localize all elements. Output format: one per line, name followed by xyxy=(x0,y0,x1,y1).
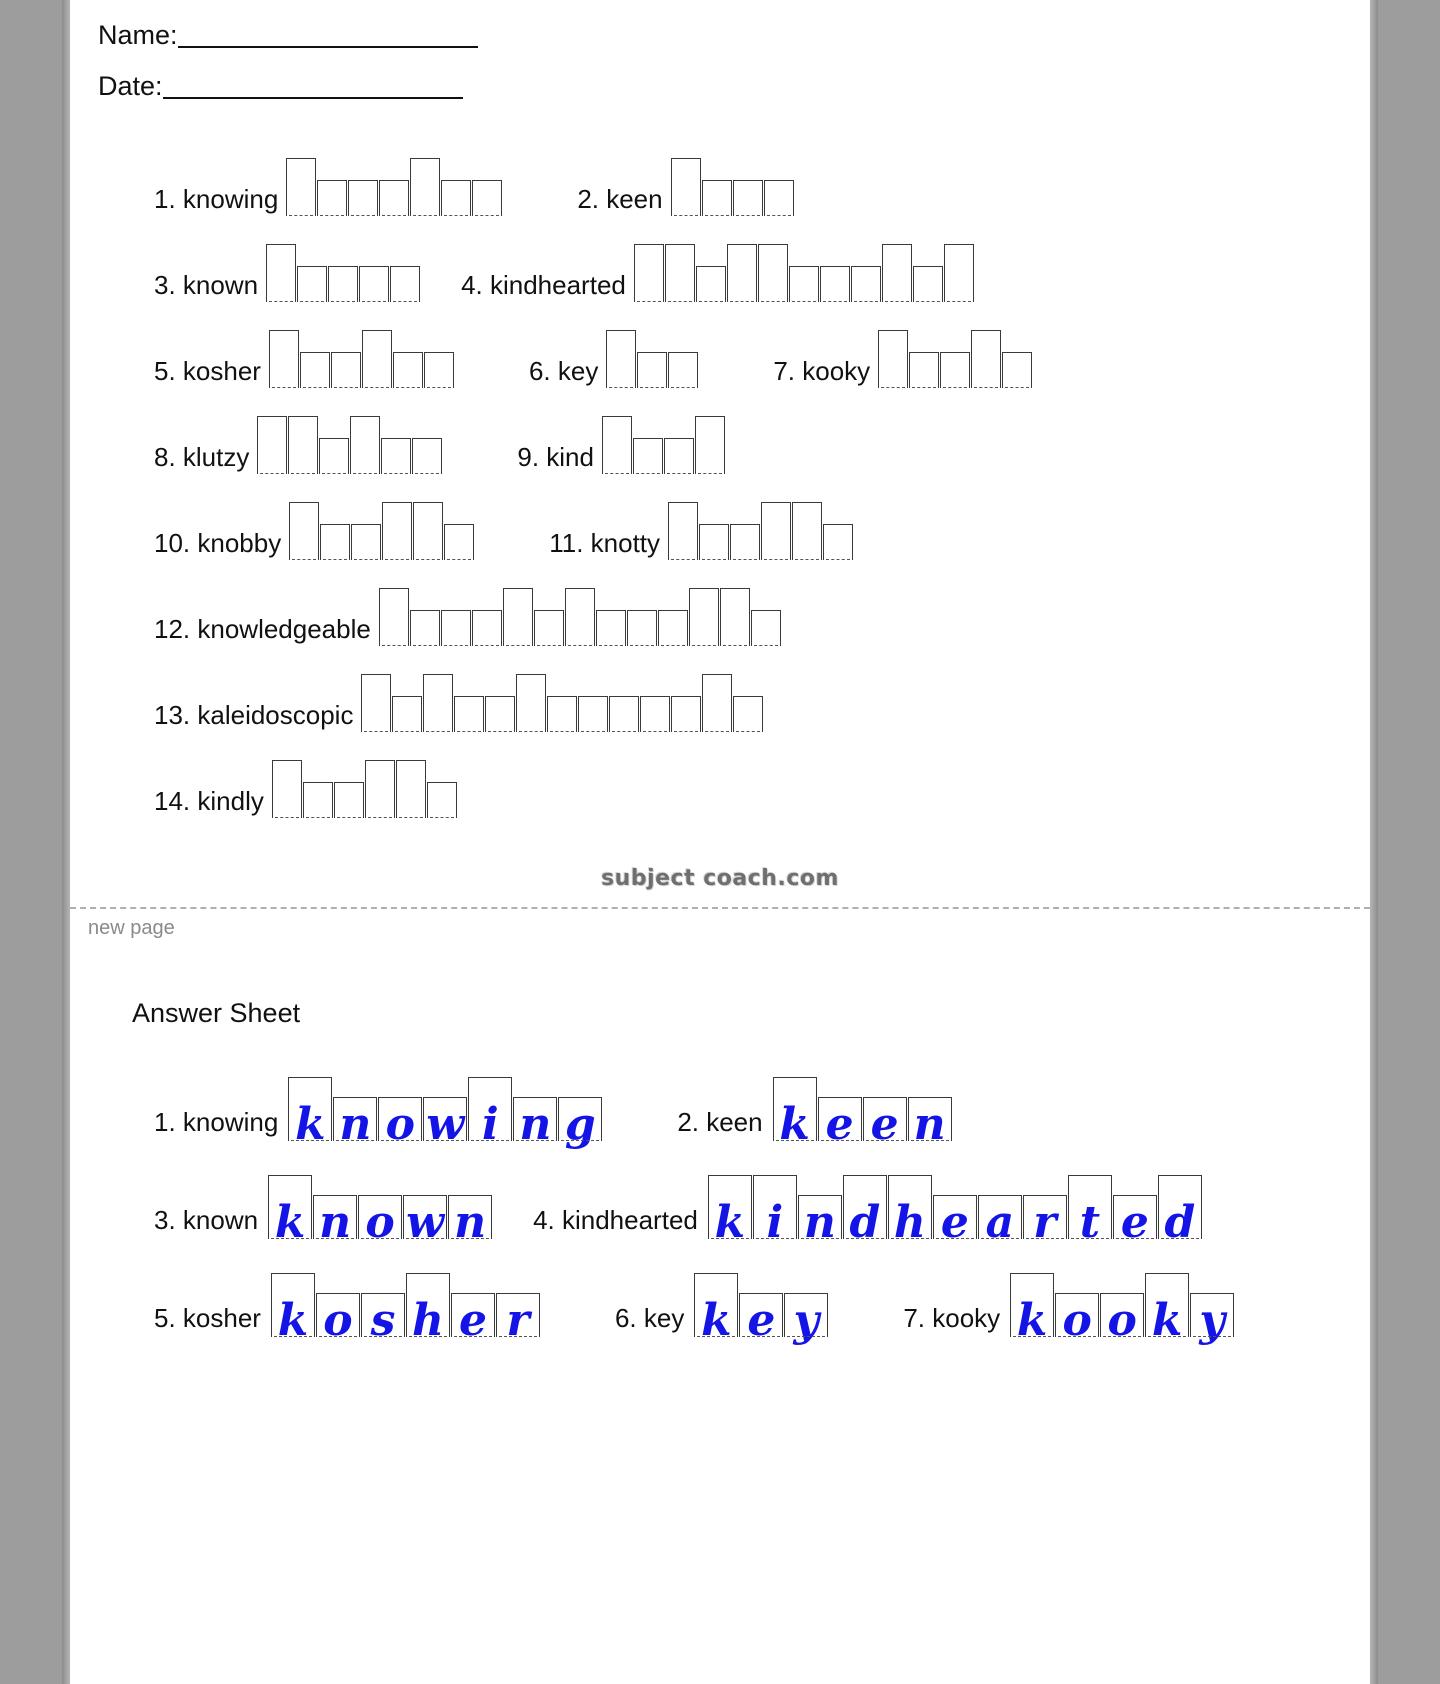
letter-box[interactable] xyxy=(441,610,471,646)
letter-box[interactable] xyxy=(412,438,442,474)
letter-box[interactable] xyxy=(668,502,698,560)
question-4-answer-boxes[interactable] xyxy=(634,244,975,302)
letter-box[interactable] xyxy=(257,416,287,474)
answer-letter: k xyxy=(708,1175,752,1239)
letter-box[interactable] xyxy=(365,760,395,818)
answer-letter: d xyxy=(843,1175,887,1239)
answer-sheet xyxy=(70,1029,1370,1346)
letter-box[interactable] xyxy=(971,330,1001,388)
page-shadow-right xyxy=(1370,0,1378,1684)
letter-box[interactable] xyxy=(289,502,319,560)
answer-2-letters xyxy=(773,1077,953,1150)
answer-letter: k xyxy=(271,1273,315,1337)
letter-box[interactable] xyxy=(503,588,533,646)
question-10 xyxy=(154,502,475,560)
letter-box[interactable] xyxy=(792,502,822,560)
answer-letter: n xyxy=(313,1195,357,1239)
letter-box[interactable] xyxy=(319,438,349,474)
letter-box[interactable] xyxy=(665,244,695,302)
answer-letter: o xyxy=(378,1097,422,1141)
question-10-answer-boxes[interactable] xyxy=(289,502,475,560)
answer-5-letters xyxy=(271,1273,541,1346)
letter-box[interactable] xyxy=(382,502,412,560)
letter-box[interactable] xyxy=(820,266,850,302)
letter-box[interactable] xyxy=(331,352,361,388)
letter-box[interactable] xyxy=(758,244,788,302)
letter-box[interactable] xyxy=(379,180,409,216)
letter-box[interactable] xyxy=(695,416,725,474)
letter-box[interactable] xyxy=(764,180,794,216)
answer-letter: i xyxy=(753,1175,797,1239)
letter-box[interactable] xyxy=(1002,352,1032,388)
answer-1-label: 1. knowing xyxy=(154,1107,279,1137)
answer-letter: g xyxy=(558,1097,602,1141)
answer-letter: w xyxy=(403,1195,447,1239)
question-1 xyxy=(154,158,503,216)
letter-box[interactable] xyxy=(410,158,440,216)
answer-letter: k xyxy=(288,1077,332,1141)
answer-letter: k xyxy=(1010,1273,1054,1337)
answer-letter: k xyxy=(1145,1273,1189,1337)
answer-letter: r xyxy=(1023,1195,1067,1239)
answer-letter: k xyxy=(773,1077,817,1141)
answer-2-label: 2. keen xyxy=(677,1107,763,1137)
letter-box[interactable] xyxy=(334,782,364,818)
question-4 xyxy=(461,244,975,302)
letter-box[interactable] xyxy=(444,524,474,560)
question-6-label: 6. key xyxy=(528,356,599,386)
letter-box[interactable] xyxy=(664,438,694,474)
letter-box[interactable] xyxy=(361,674,391,732)
answer-letter: e xyxy=(739,1293,783,1337)
answer-row xyxy=(70,1175,1370,1248)
question-14 xyxy=(154,760,458,818)
letter-box[interactable] xyxy=(702,180,732,216)
letter-box[interactable] xyxy=(658,610,688,646)
question-row xyxy=(70,760,1370,818)
name-input-line[interactable] xyxy=(178,20,478,48)
question-10-label: 10. knobby xyxy=(154,528,282,558)
answer-letter: w xyxy=(423,1097,467,1141)
answer-letter: d xyxy=(1158,1175,1202,1239)
question-2 xyxy=(577,158,794,216)
letter-box[interactable] xyxy=(516,674,546,732)
letter-box[interactable] xyxy=(720,588,750,646)
question-8 xyxy=(154,416,443,474)
answer-5-label: 5. kosher xyxy=(154,1303,261,1333)
date-field-row xyxy=(98,71,1370,102)
letter-box[interactable] xyxy=(303,782,333,818)
answer-3 xyxy=(154,1175,493,1248)
answer-4 xyxy=(533,1175,1203,1248)
letter-box[interactable] xyxy=(485,696,515,732)
answer-letter: i xyxy=(468,1077,512,1141)
question-11 xyxy=(549,502,854,560)
question-4-label: 4. kindhearted xyxy=(461,270,626,300)
answer-letter: e xyxy=(451,1293,495,1337)
answer-letter: n xyxy=(908,1097,952,1141)
answer-sheet-title: Answer Sheet xyxy=(132,998,301,1028)
question-5-label: 5. kosher xyxy=(154,356,261,386)
letter-box[interactable] xyxy=(286,158,316,216)
worksheet-questions xyxy=(70,122,1370,818)
letter-box[interactable] xyxy=(328,266,358,302)
answer-letter: o xyxy=(316,1293,360,1337)
letter-box[interactable] xyxy=(789,266,819,302)
letter-box[interactable] xyxy=(379,588,409,646)
letter-box[interactable] xyxy=(348,180,378,216)
worksheet-page xyxy=(70,0,1370,1684)
question-13-label: 13. kaleidoscopic xyxy=(154,700,354,730)
letter-box[interactable] xyxy=(424,352,454,388)
letter-box[interactable] xyxy=(627,610,657,646)
question-row xyxy=(70,330,1370,388)
letter-box[interactable] xyxy=(320,524,350,560)
letter-box[interactable] xyxy=(351,524,381,560)
question-7-label: 7. kooky xyxy=(773,356,871,386)
answer-5 xyxy=(154,1273,541,1346)
answer-3-letters xyxy=(268,1175,493,1248)
answer-letter: h xyxy=(888,1175,932,1239)
answer-7-label: 7. kooky xyxy=(903,1303,1001,1333)
letter-box[interactable] xyxy=(427,782,457,818)
name-field-row xyxy=(98,20,1370,51)
letter-box[interactable] xyxy=(633,438,663,474)
answer-6 xyxy=(614,1273,829,1346)
answer-1 xyxy=(154,1077,603,1150)
question-7 xyxy=(773,330,1033,388)
answer-letter: h xyxy=(406,1273,450,1337)
letter-box[interactable] xyxy=(266,244,296,302)
letter-box[interactable] xyxy=(472,180,502,216)
question-5 xyxy=(154,330,455,388)
answer-letter: o xyxy=(358,1195,402,1239)
question-3 xyxy=(154,244,421,302)
letter-box[interactable] xyxy=(390,266,420,302)
answer-row xyxy=(70,1077,1370,1150)
question-row xyxy=(70,158,1370,216)
letter-box[interactable] xyxy=(699,524,729,560)
letter-box[interactable] xyxy=(751,610,781,646)
header-fields xyxy=(70,0,1370,102)
letter-box[interactable] xyxy=(733,696,763,732)
question-14-answer-boxes[interactable] xyxy=(272,760,458,818)
letter-box[interactable] xyxy=(913,266,943,302)
question-9 xyxy=(517,416,726,474)
letter-box[interactable] xyxy=(392,696,422,732)
answer-letter: a xyxy=(978,1195,1022,1239)
question-1-label: 1. knowing xyxy=(154,184,279,214)
answer-4-letters xyxy=(708,1175,1203,1248)
answer-7-letters xyxy=(1010,1273,1235,1346)
letter-box[interactable] xyxy=(441,180,471,216)
answer-row xyxy=(70,1273,1370,1346)
question-12-answer-boxes[interactable] xyxy=(379,588,782,646)
letter-box[interactable] xyxy=(413,502,443,560)
letter-box[interactable] xyxy=(272,760,302,818)
site-brand: subject coach.com xyxy=(601,866,839,891)
letter-box[interactable] xyxy=(609,696,639,732)
letter-box[interactable] xyxy=(350,416,380,474)
question-row xyxy=(70,416,1370,474)
letter-box[interactable] xyxy=(534,610,564,646)
letter-box[interactable] xyxy=(362,330,392,388)
letter-box[interactable] xyxy=(565,588,595,646)
letter-box[interactable] xyxy=(940,352,970,388)
name-label: Name: xyxy=(98,20,178,50)
letter-box[interactable] xyxy=(472,610,502,646)
answer-letter: r xyxy=(496,1293,540,1337)
letter-box[interactable] xyxy=(410,610,440,646)
letter-box[interactable] xyxy=(909,352,939,388)
question-9-label: 9. kind xyxy=(517,442,594,472)
answer-letter: o xyxy=(1055,1293,1099,1337)
question-11-label: 11. knotty xyxy=(549,528,661,558)
question-2-label: 2. keen xyxy=(577,184,663,214)
letter-box[interactable] xyxy=(269,330,299,388)
question-row xyxy=(70,588,1370,646)
letter-box[interactable] xyxy=(668,352,698,388)
question-11-answer-boxes[interactable] xyxy=(668,502,854,560)
letter-box[interactable] xyxy=(823,524,853,560)
question-6 xyxy=(529,330,699,388)
answer-3-label: 3. known xyxy=(154,1205,259,1235)
letter-box[interactable] xyxy=(300,352,330,388)
answer-6-label: 6. key xyxy=(614,1303,685,1333)
letter-box[interactable] xyxy=(689,588,719,646)
answer-letter: n xyxy=(333,1097,377,1141)
letter-box[interactable] xyxy=(637,352,667,388)
answer-4-label: 4. kindhearted xyxy=(533,1205,698,1235)
letter-box[interactable] xyxy=(634,244,664,302)
letter-box[interactable] xyxy=(851,266,881,302)
letter-box[interactable] xyxy=(602,416,632,474)
date-input-line[interactable] xyxy=(163,71,463,99)
question-row xyxy=(70,502,1370,560)
answer-letter: n xyxy=(513,1097,557,1141)
question-14-label: 14. kindly xyxy=(154,786,264,816)
question-row xyxy=(70,674,1370,732)
letter-box[interactable] xyxy=(702,674,732,732)
question-3-label: 3. known xyxy=(154,270,259,300)
question-8-label: 8. klutzy xyxy=(154,442,250,472)
letter-box[interactable] xyxy=(944,244,974,302)
letter-box[interactable] xyxy=(878,330,908,388)
letter-box[interactable] xyxy=(882,244,912,302)
date-label: Date: xyxy=(98,71,163,101)
new-page-label: new page xyxy=(88,917,175,939)
answer-letter: s xyxy=(361,1293,405,1337)
answer-letter: e xyxy=(863,1097,907,1141)
answer-letter: o xyxy=(1100,1293,1144,1337)
question-13 xyxy=(154,674,764,732)
letter-box[interactable] xyxy=(396,760,426,818)
answer-1-letters xyxy=(288,1077,603,1150)
answer-letter: t xyxy=(1068,1175,1112,1239)
question-5-answer-boxes[interactable] xyxy=(269,330,455,388)
letter-box[interactable] xyxy=(671,696,701,732)
letter-box[interactable] xyxy=(640,696,670,732)
question-8-answer-boxes[interactable] xyxy=(257,416,443,474)
letter-box[interactable] xyxy=(696,266,726,302)
letter-box[interactable] xyxy=(393,352,423,388)
answer-letter: k xyxy=(694,1273,738,1337)
question-7-answer-boxes[interactable] xyxy=(878,330,1033,388)
answer-letter: y xyxy=(1190,1293,1234,1337)
letter-box[interactable] xyxy=(671,158,701,216)
letter-box[interactable] xyxy=(359,266,389,302)
question-13-answer-boxes[interactable] xyxy=(361,674,764,732)
page-shadow-left xyxy=(62,0,70,1684)
letter-box[interactable] xyxy=(761,502,791,560)
question-12-label: 12. knowledgeable xyxy=(154,614,371,644)
letter-box[interactable] xyxy=(596,610,626,646)
letter-box[interactable] xyxy=(606,330,636,388)
letter-box[interactable] xyxy=(454,696,484,732)
answer-letter: n xyxy=(448,1195,492,1239)
answer-2 xyxy=(677,1077,952,1150)
answer-letter: n xyxy=(798,1195,842,1239)
letter-box[interactable] xyxy=(423,674,453,732)
answer-letter: e xyxy=(818,1097,862,1141)
answer-7 xyxy=(903,1273,1235,1346)
question-6-answer-boxes[interactable] xyxy=(606,330,699,388)
question-9-answer-boxes[interactable] xyxy=(602,416,726,474)
letter-box[interactable] xyxy=(317,180,347,216)
answer-letter: y xyxy=(784,1293,828,1337)
letter-box[interactable] xyxy=(297,266,327,302)
letter-box[interactable] xyxy=(547,696,577,732)
letter-box[interactable] xyxy=(727,244,757,302)
letter-box[interactable] xyxy=(578,696,608,732)
letter-box[interactable] xyxy=(381,438,411,474)
answer-letter: e xyxy=(933,1195,977,1239)
question-2-answer-boxes[interactable] xyxy=(671,158,795,216)
letter-box[interactable] xyxy=(733,180,763,216)
answer-6-letters xyxy=(694,1273,829,1346)
question-1-answer-boxes[interactable] xyxy=(286,158,503,216)
question-3-answer-boxes[interactable] xyxy=(266,244,421,302)
answer-letter: e xyxy=(1113,1195,1157,1239)
letter-box[interactable] xyxy=(288,416,318,474)
answer-letter: k xyxy=(268,1175,312,1239)
letter-box[interactable] xyxy=(730,524,760,560)
question-12 xyxy=(154,588,782,646)
question-row xyxy=(70,244,1370,302)
